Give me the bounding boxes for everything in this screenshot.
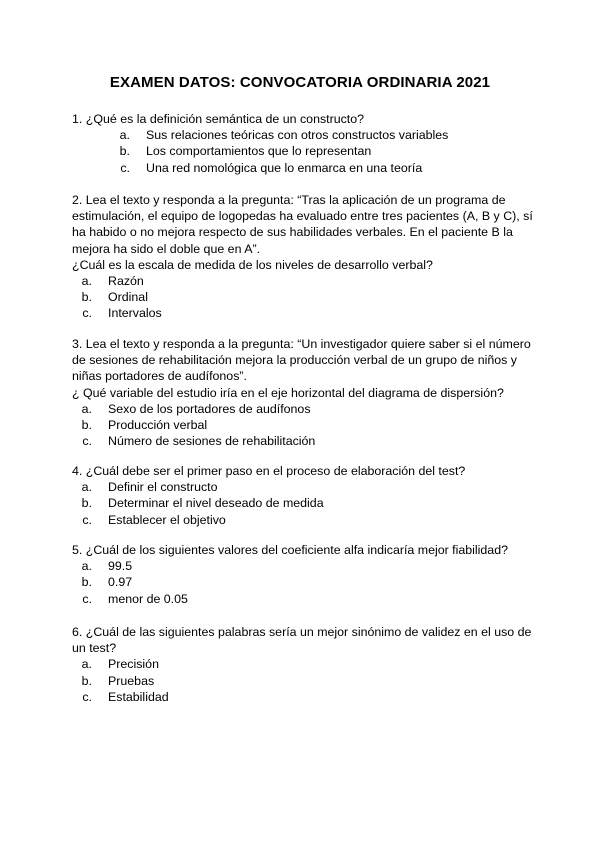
- question-3-option-b: [72, 417, 534, 433]
- question-3-option-c: [72, 433, 534, 449]
- option-text: Precisión: [108, 657, 159, 672]
- question-5-option-c: [72, 591, 534, 607]
- option-letter: a.: [81, 657, 92, 672]
- question-6-option-b: [72, 673, 534, 689]
- question-3-options: [72, 401, 534, 450]
- option-text: Los comportamientos que lo representan: [146, 144, 372, 159]
- option-letter: a.: [81, 480, 92, 495]
- question-4-option-c: [72, 512, 534, 528]
- option-letter: b.: [81, 290, 92, 305]
- question-5-text: 5. ¿Cuál de los siguientes valores del coeficiente alfa indicaría mejor fiabilidad?: [72, 543, 508, 557]
- option-text: Establecer el objetivo: [108, 512, 226, 527]
- question-2-option-c: [72, 305, 534, 321]
- option-text: Número de sesiones de rehabilitación: [108, 434, 316, 449]
- question-6-option-a: [72, 656, 534, 672]
- option-letter: c.: [82, 689, 92, 704]
- question-1: [72, 111, 534, 176]
- option-text: Definir el constructo: [108, 480, 218, 495]
- option-letter: a.: [119, 128, 130, 143]
- question-2-line-2: estimulación, el equipo de logopedas ha evaluado entre tres pacientes (A, B y C), sí: [72, 209, 533, 224]
- question-2-text: [72, 192, 534, 273]
- question-4-options: [72, 479, 534, 528]
- question-6: [72, 624, 534, 705]
- option-text: Ordinal: [108, 290, 148, 305]
- page-title: EXAMEN DATOS: CONVOCATORIA ORDINARIA 2021: [109, 74, 491, 91]
- question-3-option-a: [72, 401, 534, 417]
- option-letter: a.: [81, 559, 92, 574]
- option-letter: b.: [81, 496, 92, 511]
- question-6-option-c: [72, 689, 534, 705]
- question-4-option-a: [72, 479, 534, 495]
- option-text: Razón: [108, 274, 144, 289]
- question-3-line-4: ¿ Qué variable del estudio iría en el eje horizontal del diagrama de dispersión?: [72, 385, 504, 400]
- question-5-options: [72, 558, 534, 607]
- option-letter: c.: [82, 434, 92, 449]
- question-1-option-c: [110, 160, 534, 176]
- option-text: Pruebas: [108, 673, 155, 688]
- option-letter: c.: [82, 512, 92, 527]
- option-letter: a.: [81, 401, 92, 416]
- question-3-line-1: 3. Lea el texto y responda a la pregunta: “Un investigador quiere saber si el número: [72, 337, 531, 351]
- option-text: Estabilidad: [108, 689, 169, 704]
- option-text: Determinar el nivel deseado de medida: [108, 496, 324, 511]
- option-letter: a.: [81, 274, 92, 289]
- option-text: Sexo de los portadores de audífonos: [108, 401, 311, 416]
- question-3-text: [72, 336, 534, 401]
- option-letter: c.: [120, 160, 130, 175]
- question-2-option-a: [72, 273, 534, 289]
- option-letter: c.: [82, 591, 92, 606]
- question-2-options: [72, 273, 534, 322]
- question-5-option-b: [72, 574, 534, 590]
- question-2: [72, 192, 534, 322]
- question-6-line-1: 6. ¿Cuál de las siguientes palabras sería un mejor sinónimo de validez en el uso de: [72, 625, 532, 639]
- option-letter: b.: [119, 144, 130, 159]
- option-letter: b.: [81, 418, 92, 432]
- option-letter: b.: [81, 673, 92, 688]
- question-3-line-2: de sesiones de rehabilitación mejora la producción verbal de un grupo de niños y: [72, 353, 517, 368]
- question-2-line-3: ha habido o no mejora respecto de sus habilidades verbales. En el paciente B la: [72, 225, 513, 240]
- question-2-line-5: ¿Cuál es la escala de medida de los niveles de desarrollo verbal?: [72, 257, 433, 272]
- option-text: Una red nomológica que lo enmarca en una teoría: [146, 160, 423, 175]
- option-letter: b.: [81, 575, 92, 590]
- question-4-text: 4. ¿Cuál debe ser el primer paso en el proceso de elaboración del test?: [72, 464, 466, 478]
- option-text: 99.5: [108, 559, 133, 574]
- option-text: menor de 0.05: [108, 591, 188, 606]
- question-1-text: 1. ¿Qué es la definición semántica de un constructo?: [72, 112, 365, 126]
- option-text: Producción verbal: [108, 418, 208, 432]
- question-6-text: [72, 624, 534, 656]
- question-6-line-2: un test?: [72, 641, 117, 656]
- question-3-line-3: niñas portadores de audífonos”.: [72, 369, 247, 384]
- question-2-option-b: [72, 289, 534, 305]
- option-text: Sus relaciones teóricas con otros constructos variables: [146, 128, 449, 143]
- option-text: Intervalos: [108, 306, 162, 321]
- question-1-option-b: [110, 143, 534, 159]
- question-4: [72, 463, 534, 528]
- question-5-option-a: [72, 558, 534, 574]
- question-1-option-a: [110, 127, 534, 143]
- question-6-options: [72, 656, 534, 705]
- question-1-options: [72, 127, 534, 176]
- question-4-option-b: [72, 495, 534, 511]
- question-2-line-4: mejora ha sido el doble que en A”.: [72, 241, 261, 256]
- question-3: [72, 336, 534, 449]
- question-5: [72, 542, 534, 607]
- option-letter: c.: [82, 306, 92, 321]
- option-text: 0.97: [108, 575, 133, 590]
- question-2-line-1: 2. Lea el texto y responda a la pregunta: “Tras la aplicación de un programa de: [72, 193, 506, 207]
